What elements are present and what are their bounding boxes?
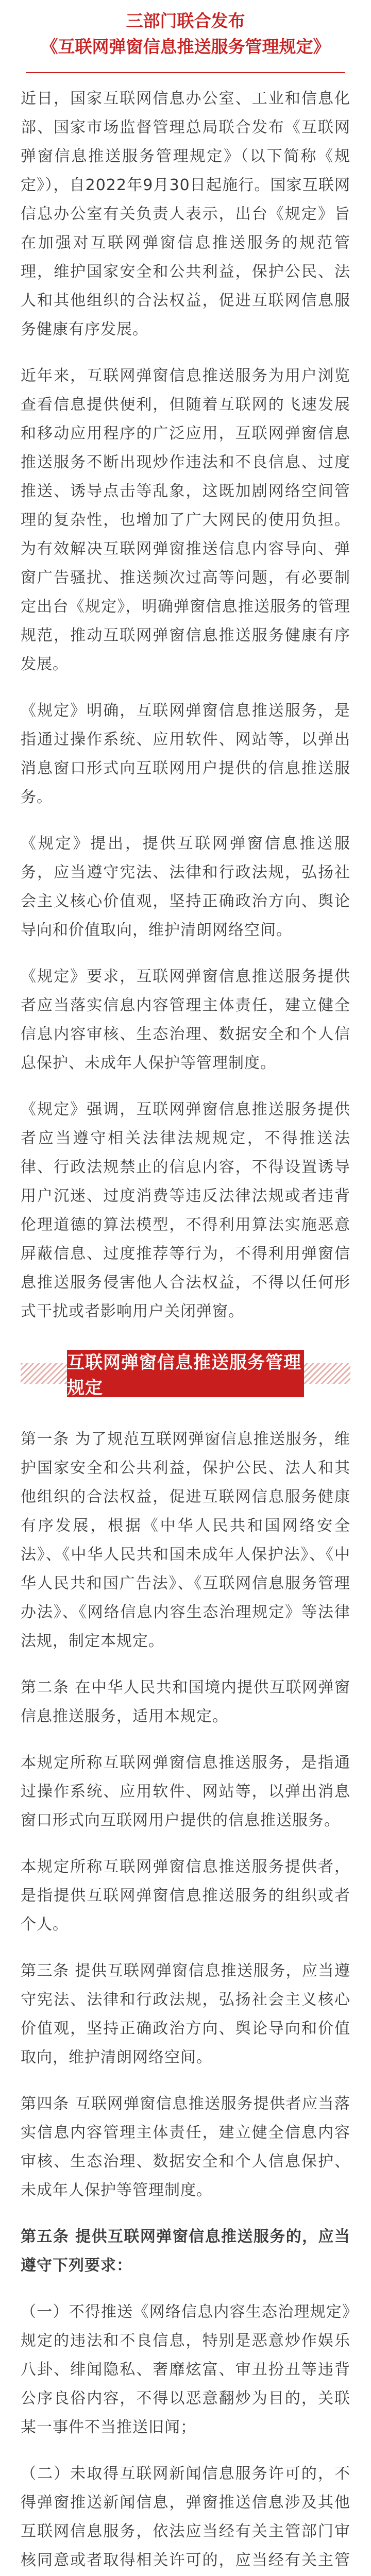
requirement-item: （二）未取得互联网新闻信息服务许可的，不得弹窗推送新闻信息，弹窗推送信息涉及其他互联网信息服务，依法应当经有关主管部门审核同意或者取得相关许可的，应当经有关主管 (21, 2465, 350, 2569)
article-paragraph: 第一条 为了规范互联网弹窗信息推送服务，维护国家安全和公共利益，保护公民、法人和其他组织的合法权益，促进互联网信息服务健康有序发展，根据《中华人民共和国网络安全法》、《中华人民共和国未成年人保护法》、《中华人民共和国广告法》、《互联网信息服务管理办法》、《网络信息内容生态治理规定》等法律法规，制定本规定。 (21, 1430, 350, 1650)
article-paragraph: 第四条 互联网弹窗信息推送服务提供者应当落实信息内容管理主体责任，建立健全信息内容审核、生态治理、数据安全和个人信息保护、未成年人保护等管理制度。 (21, 2095, 350, 2199)
article-5-heading: 第五条 提供互联网弹窗信息推送服务的，应当遵守下列要求： (21, 2228, 350, 2275)
intro-paragraph: 近年来，互联网弹窗信息推送服务为用户浏览查看信息提供便利，但随着互联网的飞速发展和移动应用程序的广泛应用，互联网弹窗信息推送服务不断出现炒作违法和不良信息、过度推送、诱导点击等乱象，这既加剧网络空间管理的复杂性，也增加了广大网民的使用负担。为有效解决互联网弹窗推送信息内容导向、弹窗广告骚扰、推送频次过高等问题，有必要制定出台《规定》，明确弹窗信息推送服务的管理规范，推动互联网弹窗信息推送服务健康有序发展。 (21, 367, 350, 673)
banner-title: 互联网弹窗信息推送服务管理规定 (67, 1350, 304, 1397)
article-paragraph: 本规定所称互联网弹窗信息推送服务，是指通过操作系统、应用软件、网站等，以弹出消息窗口形式向互联网用户提供的信息推送服务。 (21, 1754, 350, 1829)
intro-paragraph: 《规定》明确，互联网弹窗信息推送服务，是指通过操作系统、应用软件、网站等，以弹出消息窗口形式向互联网用户提供的信息推送服务。 (21, 702, 350, 806)
intro-paragraph: 《规定》要求，互联网弹窗信息推送服务提供者应当落实信息内容管理主体责任，建立健全信息内容审核、生态治理、数据安全和个人信息保护、未成年人保护等管理制度。 (21, 968, 350, 1072)
headline-line-2: 《互联网弹窗信息推送服务管理规定》 (41, 37, 330, 57)
article-paragraph: 第三条 提供互联网弹窗信息推送服务，应当遵守宪法、法律和行政法规，弘扬社会主义核心价值观，坚持正确政治方向、舆论导向和价值取向，维护清朗网络空间。 (21, 1962, 350, 2066)
intro-paragraph: 近日，国家互联网信息办公室、工业和信息化部、国家市场监督管理总局联合发布《互联网弹窗信息推送服务管理规定》（以下简称《规定》），自2022年9月30日起施行。国家互联网信息办公室有关负责人表示，出台《规定》旨在加强对互联网弹窗信息推送服务的规范管理，维护国家安全和公共利益，保护公民、法人和其他组织的合法权益，促进互联网信息服务健康有序发展。 (21, 90, 350, 338)
intro-paragraph: 《规定》提出，提供互联网弹窗信息推送服务，应当遵守宪法、法律和行政法规，弘扬社会主义核心价值观，坚持正确政治方向、舆论导向和价值取向，维护清朗网络空间。 (21, 835, 350, 939)
intro-section (21, 84, 350, 1326)
requirement-item: （一）不得推送《网络信息内容生态治理规定》规定的违法和不良信息，特别是恶意炒作娱乐八卦、绯闻隐私、奢靡炫富、审丑扮丑等违背公序良俗内容，不得以恶意翻炒为目的，关联某一事件不当推送旧闻； (21, 2303, 350, 2436)
article-paragraph: 本规定所称互联网弹窗信息推送服务提供者，是指提供互联网弹窗信息推送服务的组织或者个人。 (21, 1858, 350, 1934)
intro-paragraph: 《规定》强调，互联网弹窗信息推送服务提供者应当遵守相关法律法规规定，不得推送法律、行政法规禁止的信息内容，不得设置诱导用户沉迷、过度消费等违反法律法规或者违背伦理道德的算法模型，不得利用算法实施恶意屏蔽信息、过度推荐等行为，不得利用弹窗信息推送服务侵害他人合法权益，不得以任何形式干扰或者影响用户关闭弹窗。 (21, 1100, 350, 1320)
regulation-body (21, 1425, 350, 2576)
article-paragraph: 第二条 在中华人民共和国境内提供互联网弹窗信息推送服务，适用本规定。 (21, 1679, 350, 1725)
section-banner (21, 1350, 350, 1397)
headline-line-1: 三部门联合发布 (126, 11, 245, 31)
article-headline (26, 0, 345, 73)
